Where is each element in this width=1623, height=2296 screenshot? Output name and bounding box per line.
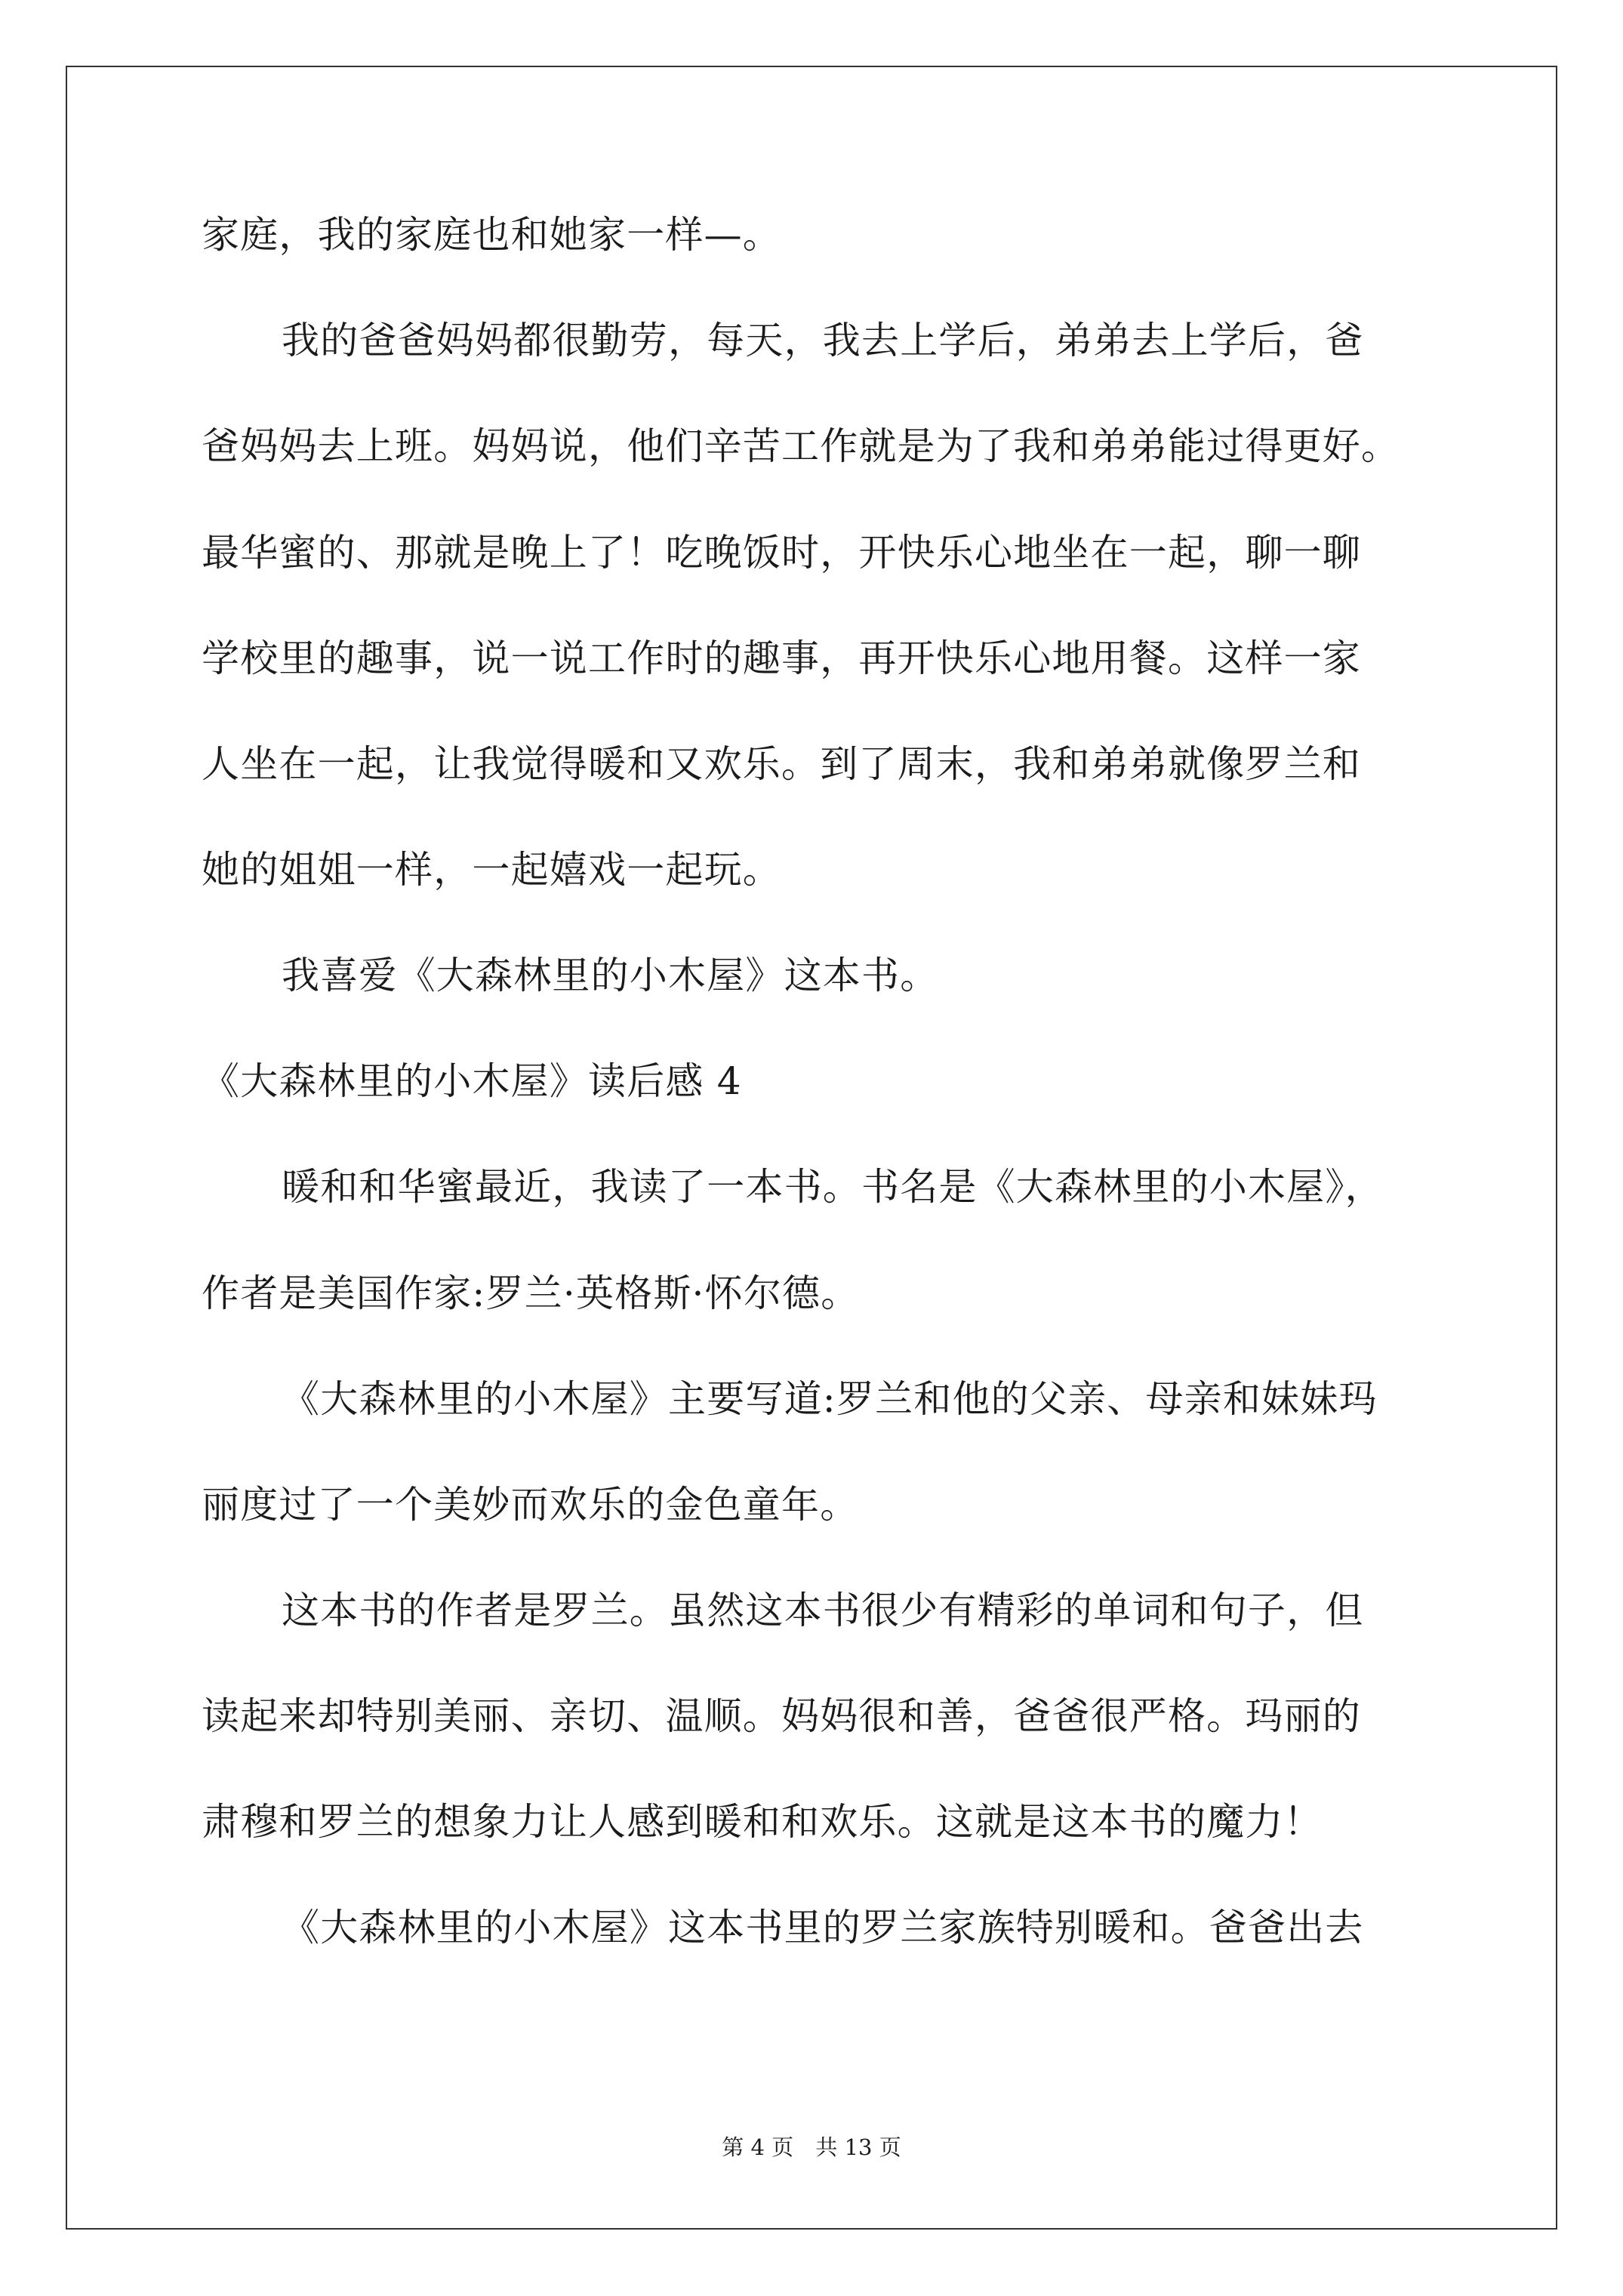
- section-heading: 《大森林里的小木屋》读后感 4: [202, 1059, 742, 1103]
- text-line: 肃穆和罗兰的想象力让人感到暖和和欢乐。这就是这本书的魔力！: [202, 1800, 1323, 1844]
- text-line: 家庭，我的家庭也和她家一样—。: [202, 213, 781, 257]
- text-line: 她的姐姐一样，一起嬉戏一起玩。: [202, 848, 781, 892]
- page-total: 共 13 页: [815, 2134, 901, 2160]
- text-line: 《大森林里的小木屋》主要写道:罗兰和他的父亲、母亲和妹妹玛: [282, 1377, 1378, 1421]
- text-line: 最华蜜的、那就是晚上了！吃晚饭时，开快乐心地坐在一起，聊一聊: [202, 531, 1361, 575]
- text-line: 我喜爱《大森林里的小木屋》这本书。: [282, 954, 939, 997]
- text-line: 《大森林里的小木屋》这本书里的罗兰家族特别暖和。爸爸出去: [282, 1906, 1364, 1949]
- page-footer: [0, 2135, 1623, 2159]
- page-number: 第 4 页: [722, 2134, 794, 2160]
- text-line: 作者是美国作家:罗兰·英格斯·怀尔德。: [202, 1271, 860, 1315]
- text-line: 暖和和华蜜最近，我读了一本书。书名是《大森林里的小木屋》，: [282, 1165, 1384, 1209]
- text-line: 人坐在一起，让我觉得暖和又欢乐。到了周末，我和弟弟就像罗兰和: [202, 742, 1361, 786]
- text-line: 学校里的趣事，说一说工作时的趣事，再开快乐心地用餐。这样一家: [202, 636, 1361, 680]
- text-line: 丽度过了一个美妙而欢乐的金色童年。: [202, 1483, 859, 1527]
- text-line: 这本书的作者是罗兰。虽然这本书很少有精彩的单词和句子，但: [282, 1589, 1364, 1632]
- text-line: 我的爸爸妈妈都很勤劳，每天，我去上学后，弟弟去上学后，爸: [282, 319, 1364, 362]
- text-line: 读起来却特别美丽、亲切、温顺。妈妈很和善，爸爸很严格。玛丽的: [202, 1694, 1361, 1738]
- text-line: 爸妈妈去上班。妈妈说，他们辛苦工作就是为了我和弟弟能过得更好。: [202, 424, 1400, 468]
